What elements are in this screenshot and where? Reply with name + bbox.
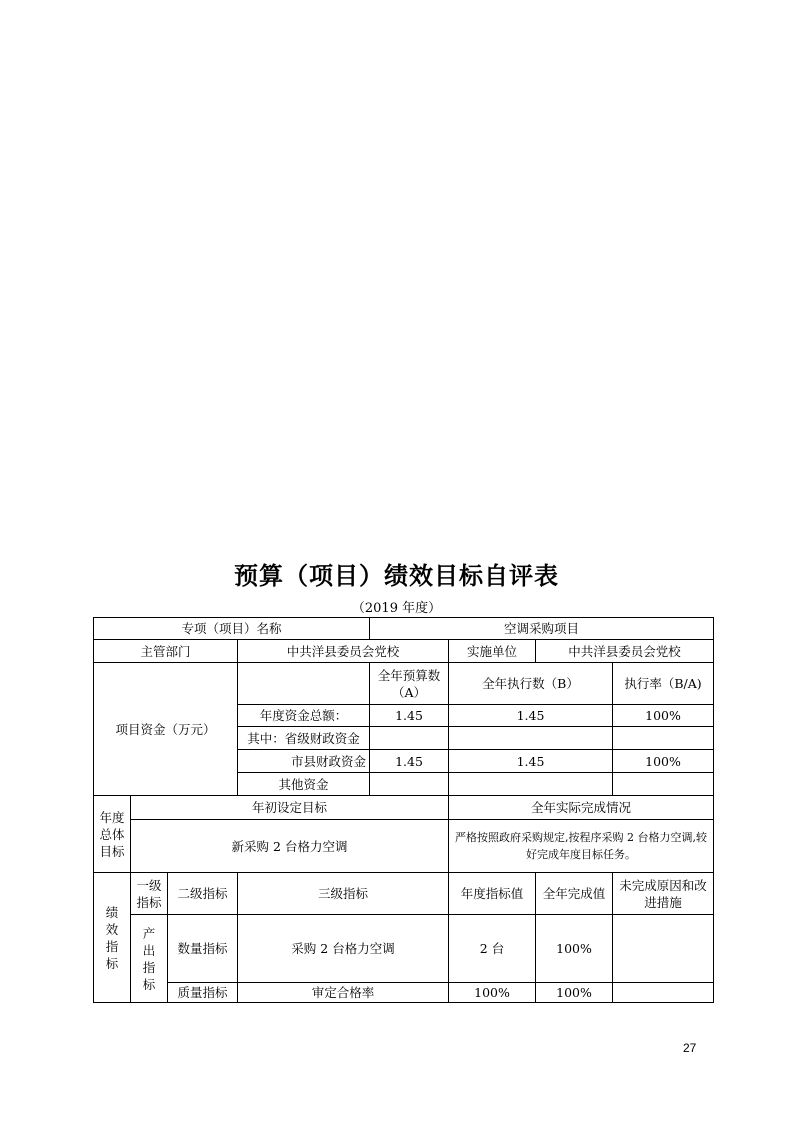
funds-header-row bbox=[94, 663, 714, 705]
goal-label-line: 目标 bbox=[99, 843, 125, 859]
indicator-header-row bbox=[94, 873, 714, 915]
output-label-char: 出 bbox=[142, 942, 156, 958]
indicator-target: 100% bbox=[449, 983, 536, 1003]
funds-row-exec: 1.45 bbox=[449, 705, 613, 727]
level2-header: 二级指标 bbox=[168, 873, 238, 915]
goal-actual-label: 全年实际完成情况 bbox=[449, 796, 714, 820]
level3-header: 三级指标 bbox=[238, 873, 449, 915]
actual-value-header: 全年完成值 bbox=[536, 873, 613, 915]
department-row bbox=[94, 640, 714, 663]
level1-header: 一级指标 bbox=[131, 873, 168, 915]
output-indicator-label bbox=[131, 915, 168, 1003]
indicator-reason bbox=[613, 983, 714, 1003]
indicator-level2: 质量指标 bbox=[168, 983, 238, 1003]
perf-label-char: 绩 bbox=[105, 904, 119, 920]
funds-row-budget bbox=[370, 727, 449, 750]
funds-row-budget: 1.45 bbox=[370, 750, 449, 773]
project-name-row bbox=[94, 618, 714, 640]
goal-label-line: 年度 bbox=[99, 809, 125, 825]
goal-label bbox=[94, 796, 131, 873]
annual-value-header: 年度指标值 bbox=[449, 873, 536, 915]
funds-row-label: 其他资金 bbox=[238, 773, 370, 796]
col-budget-header: 全年预算数（A） bbox=[370, 663, 449, 705]
funds-row-rate bbox=[613, 727, 714, 750]
indicator-level3: 采购 2 台格力空调 bbox=[238, 915, 449, 983]
perf-label-char: 效 bbox=[105, 921, 119, 937]
document-year: （2019 年度） bbox=[351, 601, 442, 616]
project-name-value: 空调采购项目 bbox=[370, 618, 714, 640]
indicator-actual: 100% bbox=[536, 983, 613, 1003]
goal-actual-value: 严格按照政府采购规定,按程序采购 2 台格力空调,较好完成年度目标任务。 bbox=[449, 820, 714, 873]
document-title: 预算（项目）绩效目标自评表 bbox=[234, 562, 559, 590]
unit-value: 中共洋县委员会党校 bbox=[536, 640, 714, 663]
funds-row-label: 市县财政资金 bbox=[238, 750, 370, 773]
funds-row-exec bbox=[449, 727, 613, 750]
dept-value: 中共洋县委员会党校 bbox=[238, 640, 449, 663]
funds-row-budget: 1.45 bbox=[370, 705, 449, 727]
funds-header-blank bbox=[238, 663, 370, 705]
perf-label-char: 标 bbox=[105, 955, 119, 971]
funds-row-label: 年度资金总额： bbox=[238, 705, 370, 727]
page-number: 27 bbox=[683, 1041, 697, 1055]
project-name-label: 专项（项目）名称 bbox=[94, 618, 370, 640]
funds-row-budget bbox=[370, 773, 449, 796]
reason-header: 未完成原因和改进措施 bbox=[613, 873, 714, 915]
output-label-char: 指 bbox=[142, 959, 156, 975]
indicator-level2: 数量指标 bbox=[168, 915, 238, 983]
indicator-row bbox=[94, 983, 714, 1003]
unit-label: 实施单位 bbox=[449, 640, 536, 663]
col-rate-header: 执行率（B/A) bbox=[613, 663, 714, 705]
goal-initial-label: 年初设定目标 bbox=[131, 796, 449, 820]
indicator-reason bbox=[613, 915, 714, 983]
funds-row-rate bbox=[613, 773, 714, 796]
evaluation-table bbox=[93, 617, 714, 1003]
funds-row-exec bbox=[449, 773, 613, 796]
funds-row-rate: 100% bbox=[613, 705, 714, 727]
funds-row-exec: 1.45 bbox=[449, 750, 613, 773]
goal-initial-value: 新采购 2 台格力空调 bbox=[131, 820, 449, 873]
output-label-char: 产 bbox=[142, 925, 156, 941]
funds-row-rate: 100% bbox=[613, 750, 714, 773]
dept-label: 主管部门 bbox=[94, 640, 238, 663]
goal-label-line: 总体 bbox=[99, 826, 125, 842]
indicator-actual: 100% bbox=[536, 915, 613, 983]
col-exec-header: 全年执行数（B） bbox=[449, 663, 613, 705]
indicator-target: 2 台 bbox=[449, 915, 536, 983]
goal-value-row bbox=[94, 820, 714, 873]
funds-label: 项目资金（万元） bbox=[94, 663, 238, 796]
perf-label bbox=[94, 873, 131, 1003]
funds-row-label: 其中：省级财政资金 bbox=[238, 727, 370, 750]
indicator-row bbox=[94, 915, 714, 983]
indicator-level3: 审定合格率 bbox=[238, 983, 449, 1003]
output-label-char: 标 bbox=[142, 976, 156, 992]
perf-label-char: 指 bbox=[105, 938, 119, 954]
goal-header-row bbox=[94, 796, 714, 820]
